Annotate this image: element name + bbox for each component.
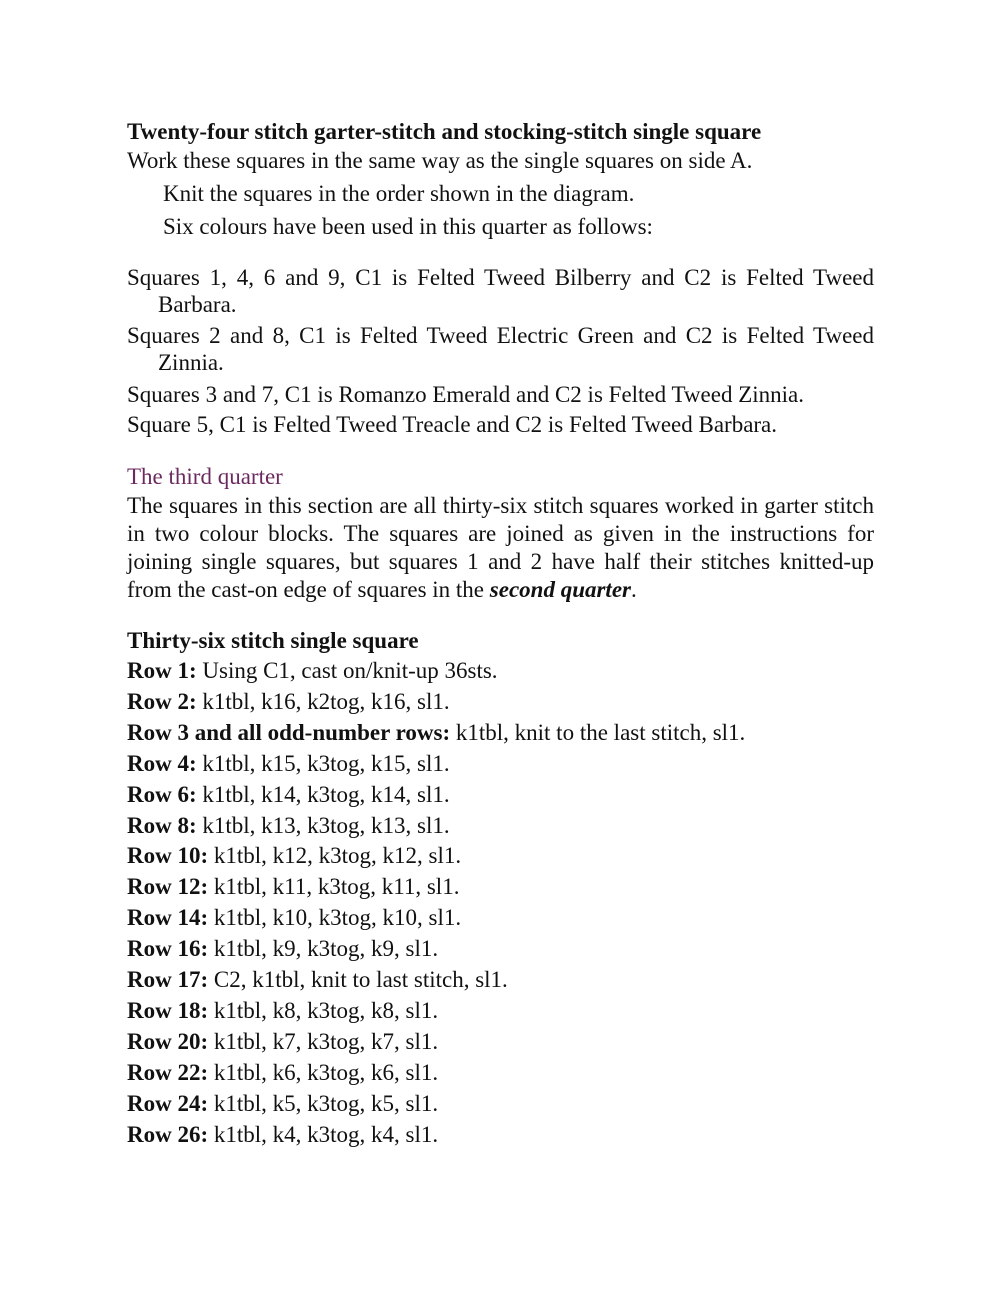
third-quarter-title: The third quarter <box>127 464 283 489</box>
row-text: Using C1, cast on/knit-up 36sts. <box>196 658 498 683</box>
row-label: Row 18: <box>127 997 209 1023</box>
colour-assignment-item: Square 5, C1 is Felted Tweed Treacle and C2 is Felted Tweed Barbara. <box>127 412 778 437</box>
row-instruction <box>127 1089 874 1120</box>
row-instruction <box>127 1120 874 1151</box>
row-text: k1tbl, k13, k3tog, k13, sl1. <box>196 812 450 838</box>
row-instruction <box>127 780 874 811</box>
row-label: Row 3 and all odd-number rows: <box>127 719 451 745</box>
row-text: k1tbl, k7, k3tog, k7, sl1. <box>208 1028 439 1054</box>
row-label: Row 1: <box>127 658 197 683</box>
row-label: Row 20: <box>127 1028 209 1054</box>
row-instruction <box>127 1058 874 1089</box>
row-text: k1tbl, k8, k3tog, k8, sl1. <box>208 997 439 1023</box>
row-instruction <box>127 718 874 749</box>
colour-assignment-item: Squares 2 and 8, C1 is Felted Tweed Electric Green and C2 is Felted Tweed Zinnia. <box>127 323 874 375</box>
row-instruction <box>127 1027 874 1058</box>
row-instruction <box>127 996 874 1027</box>
row-label: Row 24: <box>127 1090 209 1116</box>
body-text-end: . <box>630 577 637 602</box>
row-instructions <box>127 656 874 1151</box>
intro-text: Work these squares in the same way as the single squares on side A. <box>127 148 753 173</box>
row-instruction <box>127 687 874 718</box>
row-label: Row 6: <box>127 781 197 807</box>
heading-36-stitch: Thirty-six stitch single square <box>127 628 419 653</box>
row-text: k1tbl, k16, k2tog, k16, sl1. <box>196 688 450 714</box>
row-label: Row 14: <box>127 905 209 931</box>
body-text: The squares in this section are all thirty-six stitch squares worked in garter stitch in two colour blocks. The squares are joined as given in the instructions for joining single squares, but squares 1 and 2 have half their stitches knitted-up from the cast-on edge of squares in the <box>127 493 874 602</box>
row-text: k1tbl, k14, k3tog, k14, sl1. <box>196 781 450 807</box>
row-text: k1tbl, k5, k3tog, k5, sl1. <box>208 1090 439 1116</box>
row-label: Row 8: <box>127 812 197 838</box>
row-text: k1tbl, k11, k3tog, k11, sl1. <box>208 874 460 900</box>
row-instruction <box>127 811 874 842</box>
colours-note-text: Six colours have been used in this quarter as follows: <box>163 214 653 239</box>
row-text: k1tbl, k12, k3tog, k12, sl1. <box>208 843 462 869</box>
colour-assignment-item: Squares 3 and 7, C1 is Romanzo Emerald and C2 is Felted Tweed Zinnia. <box>127 382 804 407</box>
body-emphasis: second quarter <box>489 577 631 602</box>
heading-24-stitch: Twenty-four stitch garter-stitch and stocking-stitch single square <box>127 119 762 144</box>
row-label: Row 10: <box>127 843 209 869</box>
row-label: Row 22: <box>127 1059 209 1085</box>
row-instruction <box>127 872 874 903</box>
row-text: k1tbl, k6, k3tog, k6, sl1. <box>208 1059 439 1085</box>
third-quarter-body <box>127 492 874 604</box>
row-text: k1tbl, k15, k3tog, k15, sl1. <box>196 750 450 776</box>
row-instruction <box>127 656 874 687</box>
row-text: k1tbl, knit to the last stitch, sl1. <box>450 719 746 745</box>
colour-assignment-item: Squares 1, 4, 6 and 9, C1 is Felted Tweed Bilberry and C2 is Felted Tweed Barbara. <box>127 265 874 317</box>
row-instruction <box>127 903 874 934</box>
knit-order-text: Knit the squares in the order shown in the diagram. <box>163 181 635 206</box>
row-label: Row 17: <box>127 967 209 993</box>
row-label: Row 26: <box>127 1121 209 1147</box>
row-label: Row 4: <box>127 750 197 776</box>
row-label: Row 2: <box>127 688 197 714</box>
row-instruction <box>127 965 874 996</box>
row-text: k1tbl, k9, k3tog, k9, sl1. <box>208 936 439 962</box>
row-label: Row 12: <box>127 874 209 900</box>
row-text: k1tbl, k10, k3tog, k10, sl1. <box>208 905 462 931</box>
row-instruction <box>127 749 874 780</box>
row-text: k1tbl, k4, k3tog, k4, sl1. <box>208 1121 439 1147</box>
row-instruction <box>127 841 874 872</box>
row-text: C2, k1tbl, knit to last stitch, sl1. <box>208 967 508 993</box>
colour-assignment-list <box>127 264 874 440</box>
document-page <box>127 118 874 1151</box>
row-instruction <box>127 934 874 965</box>
row-label: Row 16: <box>127 936 209 962</box>
